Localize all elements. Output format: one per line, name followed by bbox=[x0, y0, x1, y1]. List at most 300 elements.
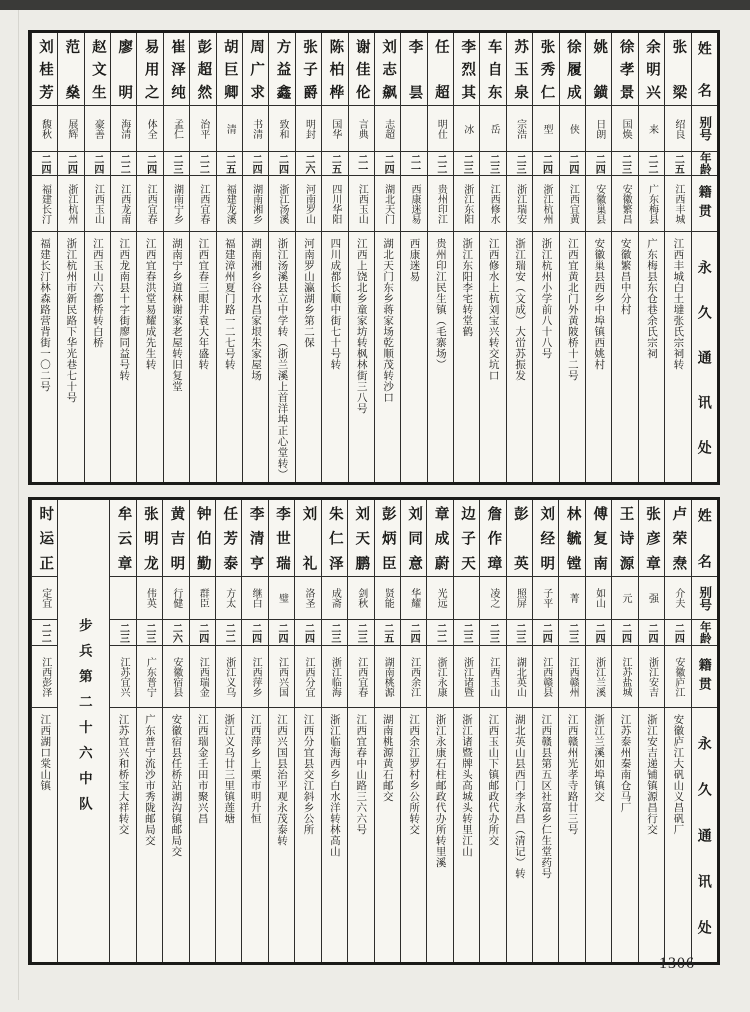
address-cell-text: 安徽繁昌中分村 bbox=[619, 238, 632, 315]
address-cell bbox=[480, 708, 505, 962]
name-cell-text: 黄吉明 bbox=[168, 506, 185, 570]
address-cell-text: 江西龙南县十字街廖同益号转 bbox=[118, 238, 131, 381]
name-cell-text: 周广求 bbox=[248, 39, 265, 99]
age-cell bbox=[32, 620, 57, 646]
roster-column bbox=[611, 33, 637, 482]
header-address-text: 永久通讯处 bbox=[696, 260, 713, 454]
roster-column bbox=[294, 500, 320, 962]
native-place-cell-text: 四川华阳 bbox=[329, 183, 341, 224]
alias-cell-text: 型 bbox=[540, 123, 552, 134]
native-place-cell-text: 浙江兰溪 bbox=[593, 656, 605, 697]
native-place-cell-text: 浙江安吉 bbox=[646, 656, 658, 697]
name-cell bbox=[665, 500, 690, 577]
name-cell bbox=[401, 33, 426, 106]
header-alias bbox=[692, 577, 717, 620]
age-cell bbox=[32, 152, 57, 176]
age-cell bbox=[164, 152, 189, 176]
address-cell-text: 广东梅县东仓巷余氏宗祠 bbox=[646, 238, 659, 359]
header-age-text: 年龄 bbox=[698, 621, 711, 644]
native-place-cell-text: 浙江义乌 bbox=[223, 656, 235, 697]
address-cell-text: 浙江杭州市新民路下华光巷七十号 bbox=[65, 238, 78, 403]
address-cell bbox=[533, 232, 558, 482]
roster-column bbox=[136, 33, 162, 482]
name-cell bbox=[137, 500, 162, 577]
native-place-cell-text: 江苏宜兴 bbox=[118, 656, 129, 697]
roster-column bbox=[110, 33, 136, 482]
age-cell bbox=[665, 620, 690, 646]
address-cell bbox=[375, 232, 400, 482]
roster-column bbox=[453, 500, 479, 962]
native-place-cell bbox=[243, 176, 268, 232]
address-cell-text: 江西赣县第五区社富乡仁生堂药号 bbox=[540, 714, 553, 879]
name-cell bbox=[375, 500, 400, 577]
native-place-cell bbox=[665, 646, 690, 708]
roster-column bbox=[453, 33, 479, 482]
native-place-cell bbox=[32, 646, 57, 708]
alias-cell-text: 孟仁 bbox=[171, 118, 183, 139]
roster-column bbox=[215, 500, 241, 962]
native-place-cell-text: 福建龙溪 bbox=[224, 183, 236, 224]
alias-cell-text: 强 bbox=[646, 593, 658, 603]
address-cell-text: 浙江杭州小学前八十八号 bbox=[540, 238, 553, 359]
age-cell bbox=[612, 152, 637, 176]
age-cell-text: 二三 bbox=[566, 622, 578, 643]
age-cell bbox=[612, 620, 637, 646]
address-cell bbox=[110, 708, 135, 962]
header-alias-text: 别号 bbox=[697, 116, 712, 141]
address-cell-text: 湖南桃源黄石邮交 bbox=[381, 714, 394, 802]
name-cell-text: 牟云章 bbox=[115, 506, 132, 570]
name-cell-text: 张梁 bbox=[670, 39, 687, 99]
address-cell bbox=[375, 708, 400, 962]
roster-column bbox=[57, 33, 83, 482]
age-cell-text: 二二 bbox=[434, 622, 446, 643]
roster-column bbox=[664, 500, 690, 962]
age-cell bbox=[480, 620, 505, 646]
name-cell bbox=[32, 500, 57, 577]
name-cell bbox=[242, 500, 267, 577]
native-place-cell bbox=[164, 176, 189, 232]
name-cell-text: 彭超然 bbox=[195, 39, 212, 99]
name-cell bbox=[348, 500, 373, 577]
address-cell bbox=[586, 708, 611, 962]
address-cell-text: 江西瑞金壬田市聚兴昌 bbox=[196, 714, 209, 824]
native-place-cell-text: 贵州印江 bbox=[435, 183, 447, 224]
name-cell-text: 李清亨 bbox=[247, 506, 264, 570]
alias-cell bbox=[32, 577, 57, 620]
native-place-cell-text: 江西宜黄 bbox=[567, 183, 579, 224]
address-cell bbox=[32, 232, 57, 482]
name-cell bbox=[322, 33, 347, 106]
header-name bbox=[692, 33, 717, 106]
age-cell-text: 二四 bbox=[382, 153, 394, 174]
native-place-cell bbox=[190, 646, 215, 708]
name-cell bbox=[58, 33, 83, 106]
roster-column bbox=[295, 33, 321, 482]
alias-cell-text: 冰 bbox=[461, 123, 473, 134]
alias-cell bbox=[296, 106, 321, 152]
alias-cell bbox=[665, 106, 690, 152]
age-cell-text: 二六 bbox=[170, 622, 182, 643]
age-cell bbox=[665, 152, 690, 176]
age-cell-text: 二四 bbox=[619, 622, 631, 643]
roster-column bbox=[400, 33, 426, 482]
age-cell-text: 二三 bbox=[355, 622, 367, 643]
name-cell bbox=[137, 33, 162, 106]
alias-cell bbox=[242, 577, 267, 620]
native-place-cell-text: 江西兴国 bbox=[276, 656, 288, 697]
address-cell bbox=[639, 232, 664, 482]
native-place-cell bbox=[163, 646, 188, 708]
native-place-cell bbox=[533, 646, 558, 708]
name-cell bbox=[533, 33, 558, 106]
age-cell bbox=[586, 152, 611, 176]
age-cell bbox=[137, 152, 162, 176]
native-place-cell-text: 安徽宿县 bbox=[170, 656, 182, 697]
age-cell-text: 二四 bbox=[645, 622, 657, 643]
header-address bbox=[692, 232, 717, 482]
native-place-cell bbox=[322, 646, 347, 708]
roster-column bbox=[109, 500, 135, 962]
address-cell bbox=[348, 708, 373, 962]
address-cell-text: 江西玉山六都桥转白桥 bbox=[91, 238, 104, 348]
alias-cell bbox=[560, 106, 585, 152]
address-cell bbox=[428, 232, 453, 482]
age-cell-text: 二一 bbox=[408, 153, 420, 174]
address-cell-text: 浙江瑞安（文成）大峃苏振发 bbox=[514, 238, 527, 381]
age-cell-text: 二四 bbox=[144, 153, 156, 174]
native-place-cell-text: 江西丰城 bbox=[672, 183, 684, 224]
alias-cell-text: 群臣 bbox=[197, 588, 209, 608]
age-cell bbox=[163, 620, 188, 646]
address-cell bbox=[322, 708, 347, 962]
age-cell bbox=[111, 152, 136, 176]
age-cell-text: 二二 bbox=[197, 153, 209, 174]
name-cell-text: 朱仁泽 bbox=[326, 506, 343, 570]
age-cell bbox=[348, 620, 373, 646]
age-cell bbox=[217, 152, 242, 176]
native-place-cell bbox=[665, 176, 690, 232]
address-cell-text: 西康迷易 bbox=[408, 238, 421, 282]
header-address-text: 永久通讯处 bbox=[696, 736, 713, 934]
address-cell-text: 安徽宿县任桥站湖沟镇邮局交 bbox=[170, 714, 183, 857]
age-cell bbox=[349, 152, 374, 176]
age-cell-text: 二三 bbox=[487, 153, 499, 174]
name-cell-text: 张子爵 bbox=[300, 39, 317, 99]
alias-cell bbox=[137, 106, 162, 152]
alias-cell-text: 豪善 bbox=[92, 118, 104, 139]
name-cell bbox=[163, 500, 188, 577]
age-cell bbox=[190, 620, 215, 646]
roster-column bbox=[532, 500, 558, 962]
name-cell bbox=[401, 500, 426, 577]
roster-column bbox=[268, 33, 294, 482]
age-cell bbox=[110, 620, 135, 646]
alias-cell-text: 剑秋 bbox=[355, 588, 367, 608]
address-cell-text: 江西丰城白土墶张氏宗祠转 bbox=[672, 238, 685, 370]
alias-cell bbox=[559, 577, 584, 620]
roster-column bbox=[348, 33, 374, 482]
age-cell-text: 二二 bbox=[118, 153, 130, 174]
age-cell-text: 二三 bbox=[619, 153, 631, 174]
roster-column bbox=[427, 33, 453, 482]
header-name-text: 姓名 bbox=[696, 508, 713, 568]
name-cell bbox=[190, 500, 215, 577]
native-place-cell-text: 浙江东阳 bbox=[461, 183, 473, 224]
native-place-cell-text: 浙江杭州 bbox=[540, 183, 552, 224]
name-cell bbox=[507, 33, 532, 106]
address-cell-text: 江西赣州光孝寺路廿三号 bbox=[566, 714, 579, 835]
native-place-cell bbox=[401, 646, 426, 708]
address-cell bbox=[639, 708, 664, 962]
age-cell-text: 二五 bbox=[223, 153, 235, 174]
native-place-cell bbox=[560, 176, 585, 232]
age-cell-text: 二四 bbox=[593, 153, 605, 174]
age-cell-text: 二四 bbox=[250, 153, 262, 174]
alias-cell-text: 洛圣 bbox=[302, 588, 314, 608]
age-cell-text: 二三 bbox=[117, 622, 129, 643]
native-place-cell bbox=[217, 176, 242, 232]
address-cell-text: 江西宜春洪堂易耀成先生转 bbox=[144, 238, 157, 370]
address-cell bbox=[269, 708, 294, 962]
alias-cell-text: 书清 bbox=[250, 118, 262, 139]
roster-column bbox=[241, 500, 267, 962]
native-place-cell-text: 湖北天门 bbox=[382, 183, 394, 224]
address-cell-text: 浙江永康石柱邮政代办所转里溪 bbox=[434, 714, 447, 868]
address-cell bbox=[269, 232, 294, 482]
roster-column bbox=[321, 33, 347, 482]
name-cell bbox=[560, 33, 585, 106]
address-cell-text: 江西玉山下镇邮政代办所交 bbox=[487, 714, 500, 846]
name-cell-text: 余明兴 bbox=[644, 39, 661, 99]
age-cell-text: 二四 bbox=[540, 153, 552, 174]
name-cell-text: 范燊 bbox=[63, 39, 80, 99]
native-place-cell bbox=[349, 176, 374, 232]
age-cell bbox=[401, 620, 426, 646]
name-cell-text: 刘同意 bbox=[406, 506, 423, 570]
address-cell bbox=[401, 232, 426, 482]
native-place-cell-text: 广东普宁 bbox=[144, 656, 156, 697]
alias-cell bbox=[322, 106, 347, 152]
age-cell-text: 二四 bbox=[91, 153, 103, 174]
alias-cell-text: 言典 bbox=[356, 118, 368, 139]
address-cell bbox=[190, 708, 215, 962]
roster-column bbox=[479, 500, 505, 962]
name-cell bbox=[480, 500, 505, 577]
address-cell bbox=[295, 708, 320, 962]
alias-cell-text: 侠 bbox=[567, 123, 579, 134]
native-place-cell bbox=[639, 646, 664, 708]
native-place-cell bbox=[559, 646, 584, 708]
name-cell-text: 刘桂芳 bbox=[37, 39, 54, 99]
name-cell-text: 陈柏桦 bbox=[327, 39, 344, 99]
name-cell-text: 边子天 bbox=[458, 506, 475, 570]
name-cell bbox=[559, 500, 584, 577]
alias-cell bbox=[480, 577, 505, 620]
name-cell bbox=[428, 33, 453, 106]
age-cell-text: 二三 bbox=[143, 622, 155, 643]
native-place-cell bbox=[480, 176, 505, 232]
address-cell bbox=[322, 232, 347, 482]
native-place-cell-text: 西康迷易 bbox=[409, 183, 420, 224]
name-cell bbox=[375, 33, 400, 106]
header-name bbox=[692, 500, 717, 577]
name-cell-text: 彭英 bbox=[511, 506, 528, 570]
roster-column bbox=[506, 33, 532, 482]
native-place-cell-text: 广东梅县 bbox=[646, 183, 658, 224]
alias-cell bbox=[216, 577, 241, 620]
alias-cell-text: 国华 bbox=[329, 118, 341, 139]
address-cell-text: 江西萍乡上栗市明升恒 bbox=[249, 714, 262, 824]
age-cell bbox=[428, 152, 453, 176]
address-cell-text: 广东普宁流沙市秀陇邮局交 bbox=[143, 714, 156, 846]
native-place-cell bbox=[322, 176, 347, 232]
name-cell-text: 苏玉泉 bbox=[512, 39, 529, 99]
name-cell-text: 张彦章 bbox=[643, 506, 660, 570]
address-cell-text: 安徽巢县西乡中埠镇西姚村 bbox=[593, 238, 606, 370]
alias-cell bbox=[586, 106, 611, 152]
name-cell bbox=[110, 500, 135, 577]
roster-column bbox=[479, 33, 505, 482]
age-cell bbox=[375, 152, 400, 176]
address-cell-text: 江西修水上杭刘宝兴转交坑口 bbox=[487, 238, 500, 381]
alias-cell-text: 成斋 bbox=[329, 588, 341, 608]
address-cell bbox=[454, 232, 479, 482]
roster-column bbox=[189, 500, 215, 962]
age-cell bbox=[454, 152, 479, 176]
native-place-cell bbox=[58, 176, 83, 232]
section-label-text: 步兵第二十六中队 bbox=[76, 618, 92, 822]
alias-cell-text: 明封 bbox=[303, 118, 315, 139]
native-place-cell bbox=[612, 646, 637, 708]
native-place-cell bbox=[427, 646, 452, 708]
alias-cell bbox=[401, 577, 426, 620]
address-cell-text: 江西宜春中山路三六六号 bbox=[355, 714, 368, 835]
age-cell-text: 二二 bbox=[646, 153, 658, 174]
age-cell bbox=[533, 152, 558, 176]
native-place-cell bbox=[507, 646, 532, 708]
header-alias bbox=[692, 106, 717, 152]
address-cell-text: 浙江义乌廿三里镇莲塘 bbox=[223, 714, 236, 824]
native-place-cell bbox=[507, 176, 532, 232]
age-cell bbox=[560, 152, 585, 176]
roster-column bbox=[664, 33, 690, 482]
alias-cell-text: 如山 bbox=[593, 588, 605, 608]
roster-column bbox=[558, 500, 584, 962]
age-cell bbox=[454, 620, 479, 646]
name-cell-text: 徐履成 bbox=[564, 39, 581, 99]
name-cell-text: 刘天鹏 bbox=[353, 506, 370, 570]
alias-cell bbox=[349, 106, 374, 152]
name-cell-text: 王诗源 bbox=[617, 506, 634, 570]
address-cell bbox=[560, 232, 585, 482]
native-place-cell bbox=[375, 646, 400, 708]
native-place-cell-text: 江西玉山 bbox=[92, 183, 104, 224]
age-cell-text: 二五 bbox=[381, 622, 393, 643]
native-place-cell bbox=[612, 176, 637, 232]
name-cell-text: 傅复南 bbox=[591, 506, 608, 570]
native-place-cell bbox=[32, 176, 57, 232]
age-cell bbox=[296, 152, 321, 176]
name-cell-text: 张明龙 bbox=[141, 506, 158, 570]
address-cell-text: 浙江诸暨牌头高城头转里江山 bbox=[460, 714, 473, 857]
roster-column bbox=[585, 33, 611, 482]
native-place-cell-text: 江苏盐城 bbox=[620, 656, 632, 697]
alias-cell bbox=[163, 577, 188, 620]
address-cell bbox=[507, 708, 532, 962]
age-cell bbox=[533, 620, 558, 646]
alias-cell-text: 志超 bbox=[382, 118, 394, 139]
roster-column bbox=[611, 500, 637, 962]
roster-column bbox=[400, 500, 426, 962]
address-cell bbox=[243, 232, 268, 482]
alias-cell-text: 贤能 bbox=[382, 588, 394, 608]
roster-column bbox=[84, 33, 110, 482]
age-cell bbox=[85, 152, 110, 176]
alias-cell-text: 治平 bbox=[197, 118, 209, 139]
name-cell-text: 刘志飙 bbox=[380, 39, 397, 99]
age-cell-text: 二三 bbox=[514, 153, 526, 174]
header-native bbox=[692, 176, 717, 232]
age-cell-text: 二三 bbox=[487, 622, 499, 643]
native-place-cell-text: 安徽巢县 bbox=[593, 183, 605, 224]
name-cell-text: 钟伯勤 bbox=[194, 506, 211, 570]
name-cell bbox=[612, 500, 637, 577]
roster-column bbox=[374, 500, 400, 962]
age-cell-text: 二四 bbox=[593, 622, 605, 643]
alias-cell-text: 光远 bbox=[435, 588, 447, 608]
name-cell-text: 谢佳伦 bbox=[353, 39, 370, 99]
alias-cell bbox=[110, 577, 135, 620]
address-cell bbox=[164, 232, 189, 482]
name-cell bbox=[586, 500, 611, 577]
alias-cell bbox=[164, 106, 189, 152]
name-cell bbox=[216, 500, 241, 577]
alias-cell-text: 绍良 bbox=[672, 118, 684, 139]
alias-cell bbox=[480, 106, 505, 152]
address-cell bbox=[217, 232, 242, 482]
alias-cell bbox=[375, 106, 400, 152]
address-cell-text: 江西宜黄北门外黄陂桥十二号 bbox=[566, 238, 579, 381]
roster-column bbox=[321, 500, 347, 962]
native-place-cell bbox=[137, 176, 162, 232]
roster-column bbox=[136, 500, 162, 962]
name-cell-text: 林毓镗 bbox=[564, 506, 581, 570]
address-cell-text: 安徽庐江大矾山义昌矾厂 bbox=[672, 714, 685, 835]
alias-cell-text: 馥秋 bbox=[39, 118, 51, 139]
address-cell bbox=[454, 708, 479, 962]
age-cell-text: 二三 bbox=[461, 153, 473, 174]
age-cell bbox=[322, 620, 347, 646]
native-place-cell-text: 江西龙南 bbox=[118, 183, 130, 224]
address-cell-text: 江西兴国县治平观永茂泰转 bbox=[276, 714, 289, 846]
age-cell bbox=[507, 620, 532, 646]
name-cell bbox=[296, 33, 321, 106]
age-cell bbox=[559, 620, 584, 646]
age-cell-text: 二一 bbox=[355, 153, 367, 174]
address-cell bbox=[612, 232, 637, 482]
roster-column bbox=[426, 500, 452, 962]
address-cell-text: 浙江临海西乡白水洋转林高山 bbox=[328, 714, 341, 857]
header-age bbox=[692, 152, 717, 176]
age-cell bbox=[58, 152, 83, 176]
age-cell-text: 二五 bbox=[672, 153, 684, 174]
alias-cell-text: 华耀 bbox=[408, 588, 420, 608]
roster-column bbox=[532, 33, 558, 482]
alias-cell bbox=[32, 106, 57, 152]
alias-cell bbox=[85, 106, 110, 152]
native-place-cell-text: 江西分宜 bbox=[302, 656, 314, 697]
